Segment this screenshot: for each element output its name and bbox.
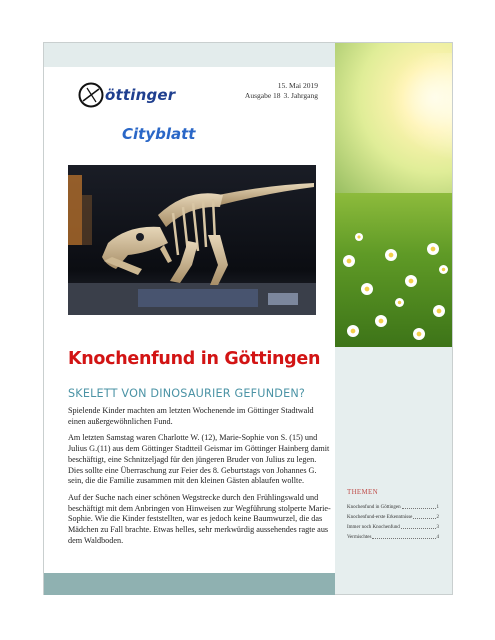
toc-item-page: 3 xyxy=(436,525,439,530)
toc-item-page: 1 xyxy=(436,505,439,510)
toc-item-label: Vermischtes xyxy=(347,535,372,540)
article-paragraph: Am letzten Samstag waren Charlotte W. (12), Marie-Sophie von S. (15) und Julius G.(11) aus dem Göttinger Stadtteil Geismar im Göttinger Hainberg damit beschäftigt, eine Schnitzeljagd für den jüngeren Bruder von Julius zu legen. Dies sollte eine Überraschung zur Feier des 8. Geburtstags von Johannes G. sein, die die Familie zusammen mit den kleinen Gästen ablaufen wollte. xyxy=(68,433,330,486)
toc-item-label: Knochenfund-erste Erkenntnisse xyxy=(347,515,413,520)
issue-number: Ausgabe 18 xyxy=(244,90,281,100)
goettinger-logo xyxy=(78,82,175,108)
logo-circle-icon xyxy=(78,82,104,108)
toc-item[interactable] xyxy=(347,535,439,540)
logo-text: öttinger xyxy=(105,86,176,104)
article-paragraph: Spielende Kinder machten am letzten Wochenende im Göttinger Stadtwald einen außergewöhnlichen Fund. xyxy=(68,406,314,426)
toc-item[interactable] xyxy=(347,515,439,520)
article-paragraph: Auf der Suche nach einer schönen Wegstrecke durch den Frühlingswald und beschäftigt mit dem Anbringen von Hinweisen zur Wegführung stolperte Marie-Sophie. Wie die Kinder feststellten, war es jedoch keine Baumwurzel, die das Mädchen zu Fall brachte. Etwas helles, sehr merkwürdig aussehendes ragte aus dem Waldboden. xyxy=(68,492,331,545)
toc-item-page: 4 xyxy=(436,535,439,540)
toc-item[interactable] xyxy=(347,505,439,510)
article-body xyxy=(68,406,333,552)
toc-item-page: 2 xyxy=(436,515,439,520)
table-of-contents xyxy=(347,488,439,545)
spring-meadow-photo xyxy=(335,43,452,347)
cityblatt-subtitle: Cityblatt xyxy=(122,125,196,143)
bottom-band xyxy=(44,573,335,595)
sidebar-panel xyxy=(335,347,452,594)
issue-date: 15. Mai 2019 xyxy=(277,81,318,90)
toc-title: THEMEN xyxy=(347,488,378,496)
toc-item[interactable] xyxy=(347,525,439,530)
dinosaur-skeleton-photo xyxy=(68,165,316,315)
toc-item-label: Knochenfund in Göttingen xyxy=(347,505,401,510)
top-band xyxy=(44,43,335,67)
issue-volume: 3. Jahrgang xyxy=(283,90,318,100)
article-subhead: SKELETT VON DINOSAURIER GEFUNDEN? xyxy=(68,387,306,400)
toc-item-label: Immer noch Knochenfund xyxy=(347,525,400,530)
issue-info xyxy=(242,81,318,100)
article-title: Knochenfund in Göttingen xyxy=(68,349,321,369)
